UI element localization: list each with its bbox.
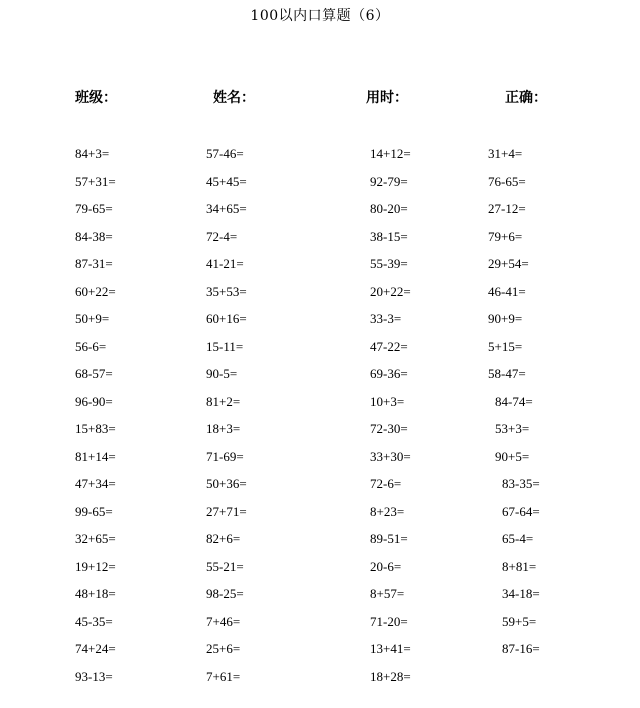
math-problem: 50+36=	[206, 476, 247, 491]
math-problem: 31+4=	[488, 146, 523, 161]
math-problem: 33-3=	[370, 311, 402, 326]
math-problem: 7+61=	[206, 668, 241, 684]
math-problem: 84-74=	[495, 393, 533, 409]
math-problem: 33+30=	[370, 448, 411, 464]
math-problem: 13+41=	[370, 641, 411, 656]
math-problem: 20+22=	[370, 283, 411, 299]
class-label: 班级：	[75, 90, 117, 106]
math-problem: 45+45=	[206, 173, 247, 189]
math-problem: 96-90=	[75, 393, 113, 409]
math-problem: 72-4=	[206, 228, 238, 244]
math-problem: 81+14=	[75, 448, 116, 464]
math-problem: 29+54=	[488, 256, 529, 271]
math-problem: 15-11=	[206, 338, 244, 354]
math-problem: 72-6=	[370, 476, 402, 491]
math-problem: 48+18=	[75, 586, 116, 601]
math-problem: 65-4=	[502, 531, 534, 546]
math-problem: 8+57=	[370, 586, 405, 601]
math-problem: 8+23=	[370, 503, 405, 519]
math-problem: 18+28=	[370, 668, 411, 684]
math-problem: 82+6=	[206, 531, 241, 546]
math-problem: 89-51=	[370, 531, 408, 546]
math-problem: 25+6=	[206, 641, 241, 656]
math-problem: 79-65=	[75, 201, 113, 216]
problem-column-1	[75, 140, 116, 690]
math-problem: 32+65=	[75, 531, 116, 546]
math-problem: 92-79=	[370, 173, 408, 189]
math-problem: 90+9=	[488, 311, 523, 326]
math-problem: 57+31=	[75, 173, 116, 189]
math-problem: 68-57=	[75, 366, 113, 381]
math-problem: 79+6=	[488, 228, 523, 244]
math-problem: 8+81=	[502, 558, 537, 574]
math-problem: 34-18=	[502, 586, 540, 601]
problem-column-2	[206, 140, 247, 690]
math-problem: 47+34=	[75, 476, 116, 491]
math-problem: 90+5=	[495, 448, 530, 464]
math-problem: 38-15=	[370, 228, 408, 244]
math-problem: 90-5=	[206, 366, 238, 381]
math-problem: 74+24=	[75, 641, 116, 656]
math-problem: 53+3=	[495, 421, 530, 436]
math-problem: 14+12=	[370, 146, 411, 161]
worksheet-title: 100以内口算题（6）	[250, 8, 390, 24]
math-problem: 87-16=	[502, 641, 540, 656]
math-problem: 34+65=	[206, 201, 247, 216]
math-problem: 55-39=	[370, 256, 408, 271]
math-problem: 67-64=	[502, 503, 540, 519]
math-problem: 27-12=	[488, 201, 526, 216]
math-problem: 98-25=	[206, 586, 244, 601]
math-problem: 80-20=	[370, 201, 408, 216]
math-problem: 56-6=	[75, 338, 107, 354]
math-problem: 55-21=	[206, 558, 244, 574]
math-problem: 60+16=	[206, 311, 247, 326]
math-problem: 57-46=	[206, 146, 244, 161]
problem-column-4	[488, 140, 540, 663]
math-problem: 81+2=	[206, 393, 241, 409]
math-problem: 76-65=	[488, 173, 526, 189]
math-problem: 71-69=	[206, 448, 244, 464]
math-problem: 20-6=	[370, 558, 402, 574]
math-problem: 41-21=	[206, 256, 244, 271]
math-problem: 72-30=	[370, 421, 408, 436]
math-problem: 99-65=	[75, 503, 113, 519]
math-problem: 7+46=	[206, 613, 241, 629]
time-label: 用时：	[366, 90, 408, 106]
math-problem: 59+5=	[502, 613, 537, 629]
math-problem: 35+53=	[206, 283, 247, 299]
problem-column-3	[370, 140, 411, 690]
math-problem: 50+9=	[75, 311, 110, 326]
math-problem: 5+15=	[488, 338, 523, 354]
math-problem: 15+83=	[75, 421, 116, 436]
math-problem: 47-22=	[370, 338, 408, 354]
math-problem: 84-38=	[75, 228, 113, 244]
math-problem: 18+3=	[206, 421, 241, 436]
math-problem: 71-20=	[370, 613, 408, 629]
math-problem: 87-31=	[75, 256, 113, 271]
math-problem: 10+3=	[370, 393, 405, 409]
correct-label: 正确：	[505, 90, 547, 106]
math-problem: 93-13=	[75, 668, 113, 684]
math-problem: 83-35=	[502, 476, 540, 491]
math-problem: 60+22=	[75, 283, 116, 299]
math-problem: 84+3=	[75, 146, 110, 161]
math-problem: 58-47=	[488, 366, 526, 381]
math-problem: 69-36=	[370, 366, 408, 381]
math-problem: 45-35=	[75, 613, 113, 629]
math-problem: 27+71=	[206, 503, 247, 519]
math-problem: 19+12=	[75, 558, 116, 574]
name-label: 姓名：	[213, 90, 255, 106]
math-problem: 46-41=	[488, 283, 526, 299]
